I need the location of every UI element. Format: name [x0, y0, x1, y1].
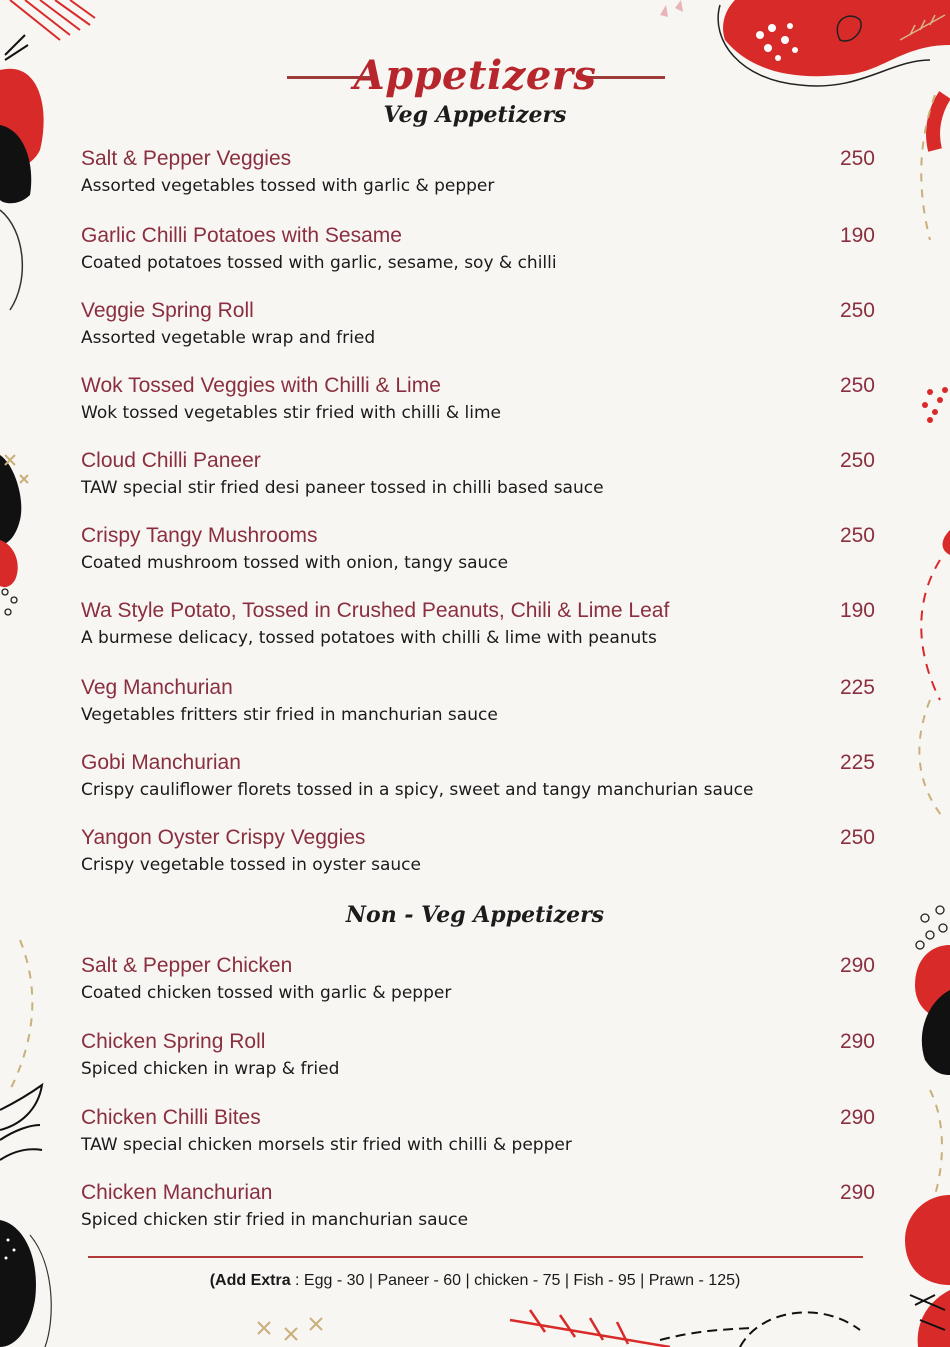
- menu-item-description: Coated potatoes tossed with garlic, sesame, soy & chilli: [81, 253, 557, 273]
- menu-item-description: Coated chicken tossed with garlic & pepper: [81, 983, 452, 1003]
- menu-item-price: 190: [839, 599, 875, 622]
- menu-item-price: 190: [839, 224, 875, 247]
- menu-item-name: Chicken Manchurian: [81, 1181, 273, 1204]
- footer-divider: [88, 1256, 863, 1258]
- menu-item-name: Wa Style Potato, Tossed in Crushed Peanuts, Chili & Lime Leaf: [81, 599, 670, 622]
- menu-item-description: Wok tossed vegetables stir fried with chilli & lime: [81, 403, 501, 423]
- menu-item-price: 290: [839, 1181, 875, 1204]
- menu-item-price: 290: [839, 1030, 875, 1053]
- menu-item-name: Crispy Tangy Mushrooms: [81, 524, 318, 547]
- menu-item-description: TAW special stir fried desi paneer tossed in chilli based sauce: [81, 478, 604, 498]
- menu-item-price: 250: [839, 524, 875, 547]
- menu-item-price: 250: [839, 449, 875, 472]
- menu-item-name: Salt & Pepper Veggies: [81, 147, 292, 170]
- menu-item-price: 290: [839, 954, 875, 977]
- menu-item-name: Veggie Spring Roll: [81, 299, 254, 322]
- bottom-center-leaf-decoration: [510, 1310, 860, 1347]
- add-extra-note: [0, 1272, 950, 1290]
- nonveg-section-heading: Non - Veg Appetizers: [345, 902, 605, 928]
- menu-item-name: Yangon Oyster Crispy Veggies: [81, 826, 366, 849]
- menu-item-price: 250: [839, 826, 875, 849]
- menu-item-description: Crispy cauliflower florets tossed in a spicy, sweet and tangy manchurian sauce: [81, 780, 754, 800]
- right-side-dots-decoration: [919, 387, 950, 820]
- menu-item-price: 250: [839, 147, 875, 170]
- menu-item-description: Vegetables fritters stir fried in manchurian sauce: [81, 705, 498, 725]
- left-side-blob-decoration: [0, 455, 32, 1090]
- menu-item-price: 290: [839, 1106, 875, 1129]
- menu-item-price: 250: [839, 374, 875, 397]
- menu-item-name: Salt & Pepper Chicken: [81, 954, 293, 977]
- menu-item-description: Coated mushroom tossed with onion, tangy sauce: [81, 553, 509, 573]
- menu-item-description: Assorted vegetable wrap and fried: [81, 328, 376, 348]
- menu-item-name: Garlic Chilli Potatoes with Sesame: [81, 224, 402, 247]
- menu-item-price: 250: [839, 299, 875, 322]
- menu-item-name: Wok Tossed Veggies with Chilli & Lime: [81, 374, 441, 397]
- add-extra-prices: : Egg - 30 | Paneer - 60 | chicken - 75 | Fish - 95 | Prawn - 125): [290, 1272, 741, 1289]
- veg-section-heading: Veg Appetizers: [383, 102, 567, 128]
- add-extra-label: (Add Extra: [209, 1272, 291, 1289]
- page-title: Appetizers: [353, 52, 597, 99]
- menu-item-name: Cloud Chilli Paneer: [81, 449, 261, 472]
- menu-item-description: Spiced chicken in wrap & fried: [81, 1059, 340, 1079]
- menu-item-description: Crispy vegetable tossed in oyster sauce: [81, 855, 421, 875]
- menu-item-name: Veg Manchurian: [81, 676, 233, 699]
- menu-item-name: Chicken Spring Roll: [81, 1030, 266, 1053]
- menu-item-name: Chicken Chilli Bites: [81, 1106, 261, 1129]
- menu-item-name: Gobi Manchurian: [81, 751, 241, 774]
- menu-item-description: Spiced chicken stir fried in manchurian sauce: [81, 1210, 469, 1230]
- menu-item-price: 225: [839, 676, 875, 699]
- menu-item-description: Assorted vegetables tossed with garlic & pepper: [81, 176, 495, 196]
- menu-item-price: 225: [839, 751, 875, 774]
- menu-item-description: A burmese delicacy, tossed potatoes with chilli & lime with peanuts: [81, 628, 657, 648]
- menu-item-description: TAW special chicken morsels stir fried with chilli & pepper: [81, 1135, 572, 1155]
